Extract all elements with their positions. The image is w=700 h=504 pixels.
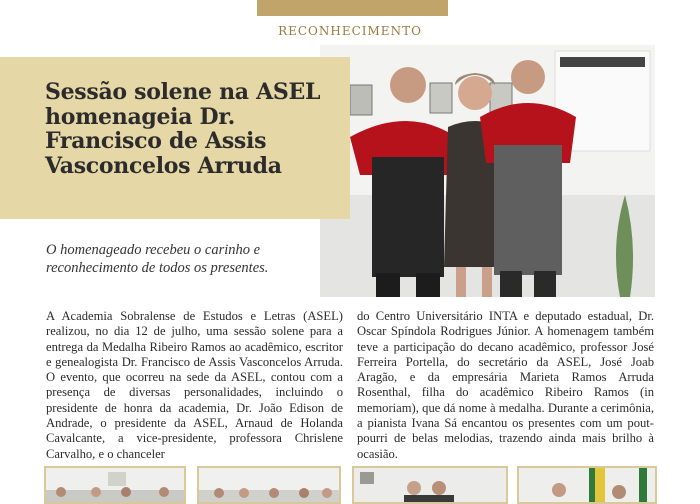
body-column-2: do Centro Universitário INTA e deputado estadual, Dr. Oscar Spíndola Rodrigues Júnior. A homenagem também teve a participação do decano acadêmico, professor José Ferreira Portella, do secretário da ASEL, José Joab Aragão, e da empresária Marieta Ramos Arruda Rosenthal, filha do acadêmico Ribeiro Ramos (in memoriam), que dá nome à medalha. Durante a cerimônia, a pianista Ivana Sá encantou os presentes com um pout-pourri de belas melodias, trazendo ainda mais brilho à ocasião.: [357, 309, 654, 461]
section-label: RECONHECIMENTO: [278, 24, 422, 38]
header-accent-bar: [257, 0, 448, 16]
thumbnail-illustration: [519, 468, 655, 502]
thumbnail-illustration: [46, 468, 184, 502]
headline: Sessão solene na ASEL homenageia Dr. Francisco de Assis Vasconcelos Arruda: [45, 79, 321, 179]
thumbnail-illustration: [199, 468, 339, 502]
main-photo: [320, 45, 655, 297]
thumbnail-photo: [197, 466, 341, 504]
thumbnail-photo: [517, 466, 657, 504]
body-column-1: A Academia Sobralense de Estudos e Letras (ASEL) realizou, no dia 12 de julho, uma sessão solene para a entrega da Medalha Ribeiro Ramos ao acadêmico, escritor e genealogista Dr. Francisco de Assis Vasconcelos Arruda. O evento, que ocorreu na sede da ASEL, contou com a presença de diversas personalidades, incluindo o presidente de honra da academia, Dr. João Edison de Andrade, o presidente da ASEL, Arnaud de Holanda Cavalcante, a vice-presidente, professora Chrislene Carvalho, e o chanceler: [46, 309, 343, 461]
thumbnail-photo: [44, 466, 186, 504]
ceremony-photo-illustration: [320, 45, 655, 297]
thumbnail-photo: [352, 466, 508, 504]
subheadline: O homenageado recebeu o carinho e reconhecimento de todos os presentes.: [46, 242, 269, 276]
thumbnail-illustration: [354, 468, 506, 502]
